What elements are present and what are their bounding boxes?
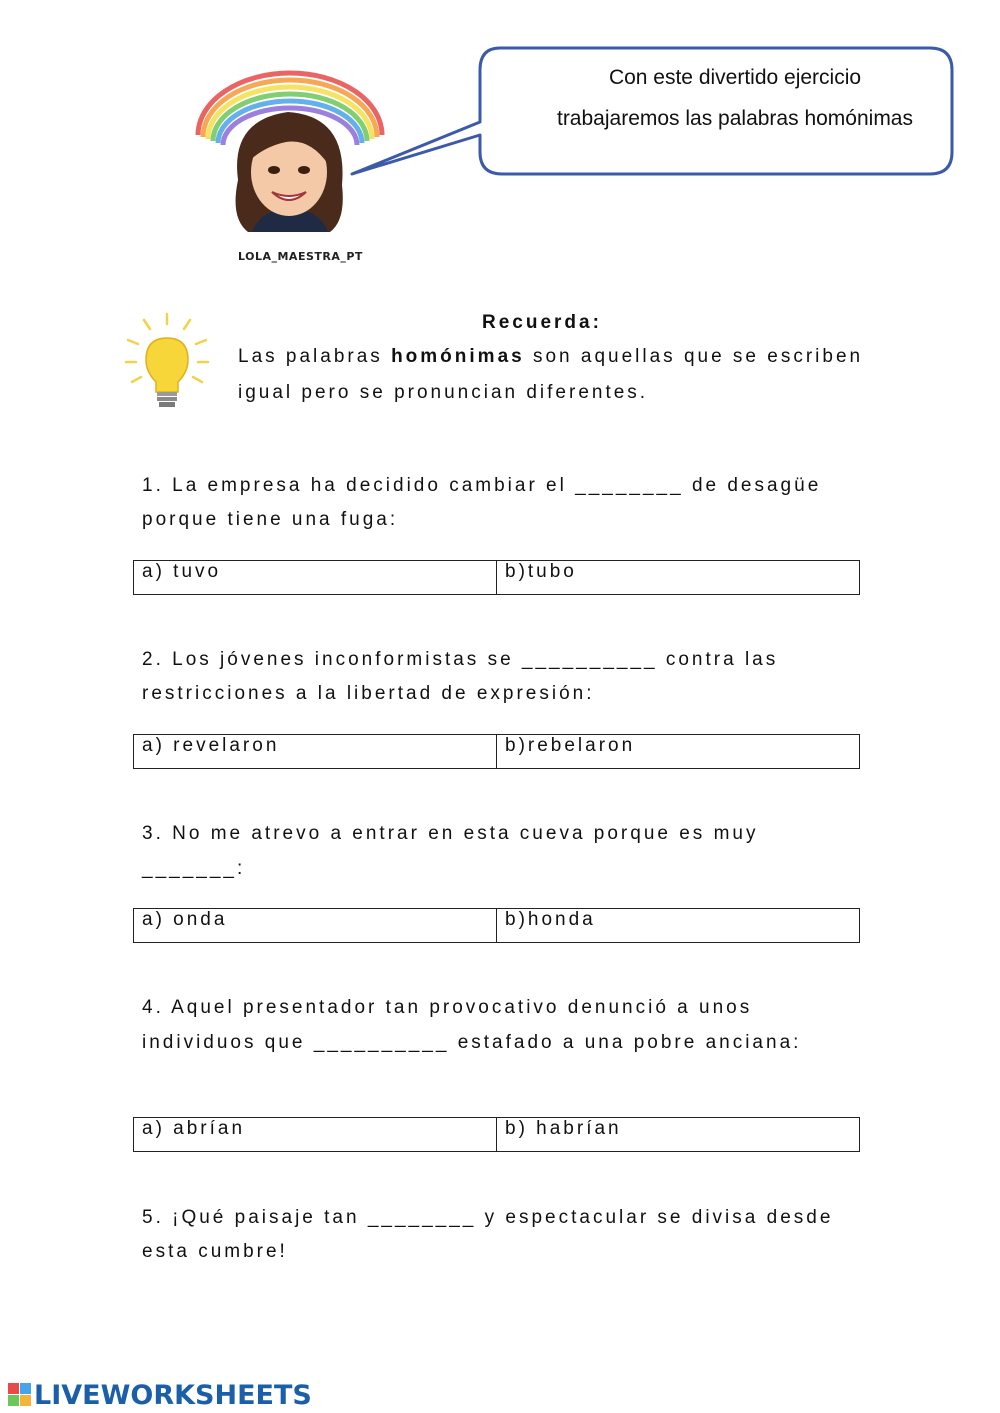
question-2-line-2: restricciones a la libertad de expresión: xyxy=(142,683,595,704)
recuerda-definition-line-1: Las palabras homónimas son aquellas que se escriben xyxy=(238,346,864,367)
question-2-options xyxy=(133,734,860,769)
question-3-options xyxy=(133,908,860,943)
question-4-options xyxy=(133,1117,860,1152)
question-1-options xyxy=(133,560,860,595)
question-4-line-1: 4. Aquel presentador tan provocativo denunció a unos xyxy=(142,997,753,1018)
question-1-line-1: 1. La empresa ha decidido cambiar el ________ de desagüe xyxy=(142,475,822,496)
question-4-option-b[interactable]: b) habrían xyxy=(497,1118,860,1152)
bubble-line-1: Con este divertido ejercicio xyxy=(608,66,862,89)
liveworksheets-brand[interactable]: LIVEWORKSHEETS xyxy=(34,1380,312,1411)
avatar-caption: LOLA_MAESTRA_PT xyxy=(238,250,363,263)
question-4-option-a[interactable]: a) abrían xyxy=(134,1118,497,1152)
lightbulb-icon xyxy=(122,310,212,415)
keyword-homonimas: homónimas xyxy=(391,346,525,367)
question-1-option-a[interactable]: a) tuvo xyxy=(134,561,497,595)
question-2-option-a[interactable]: a) revelaron xyxy=(134,735,497,769)
question-5-line-2: esta cumbre! xyxy=(142,1241,288,1262)
liveworksheets-logo-icon xyxy=(8,1383,32,1407)
question-3-line-2: _______: xyxy=(142,858,246,879)
question-3-option-b[interactable]: b)honda xyxy=(497,909,860,943)
question-3-line-1: 3. No me atrevo a entrar en esta cueva porque es muy xyxy=(142,823,759,844)
teacher-avatar-image xyxy=(190,60,390,245)
bubble-line-2: trabajaremos las palabras homónimas xyxy=(556,107,913,130)
recuerda-title: Recuerda: xyxy=(482,312,602,333)
question-2-line-1: 2. Los jóvenes inconformistas se __________ contra las xyxy=(142,649,779,670)
question-3-option-a[interactable]: a) onda xyxy=(134,909,497,943)
question-5-line-1: 5. ¡Qué paisaje tan ________ y espectacular se divisa desde xyxy=(142,1207,834,1228)
question-4-line-2: individuos que __________ estafado a una pobre anciana: xyxy=(142,1032,802,1053)
recuerda-definition-line-2: igual pero se pronuncian diferentes. xyxy=(238,382,649,403)
question-1-line-2: porque tiene una fuga: xyxy=(142,509,399,530)
question-1-option-b[interactable]: b)tubo xyxy=(497,561,860,595)
question-2-option-b[interactable]: b)rebelaron xyxy=(497,735,860,769)
